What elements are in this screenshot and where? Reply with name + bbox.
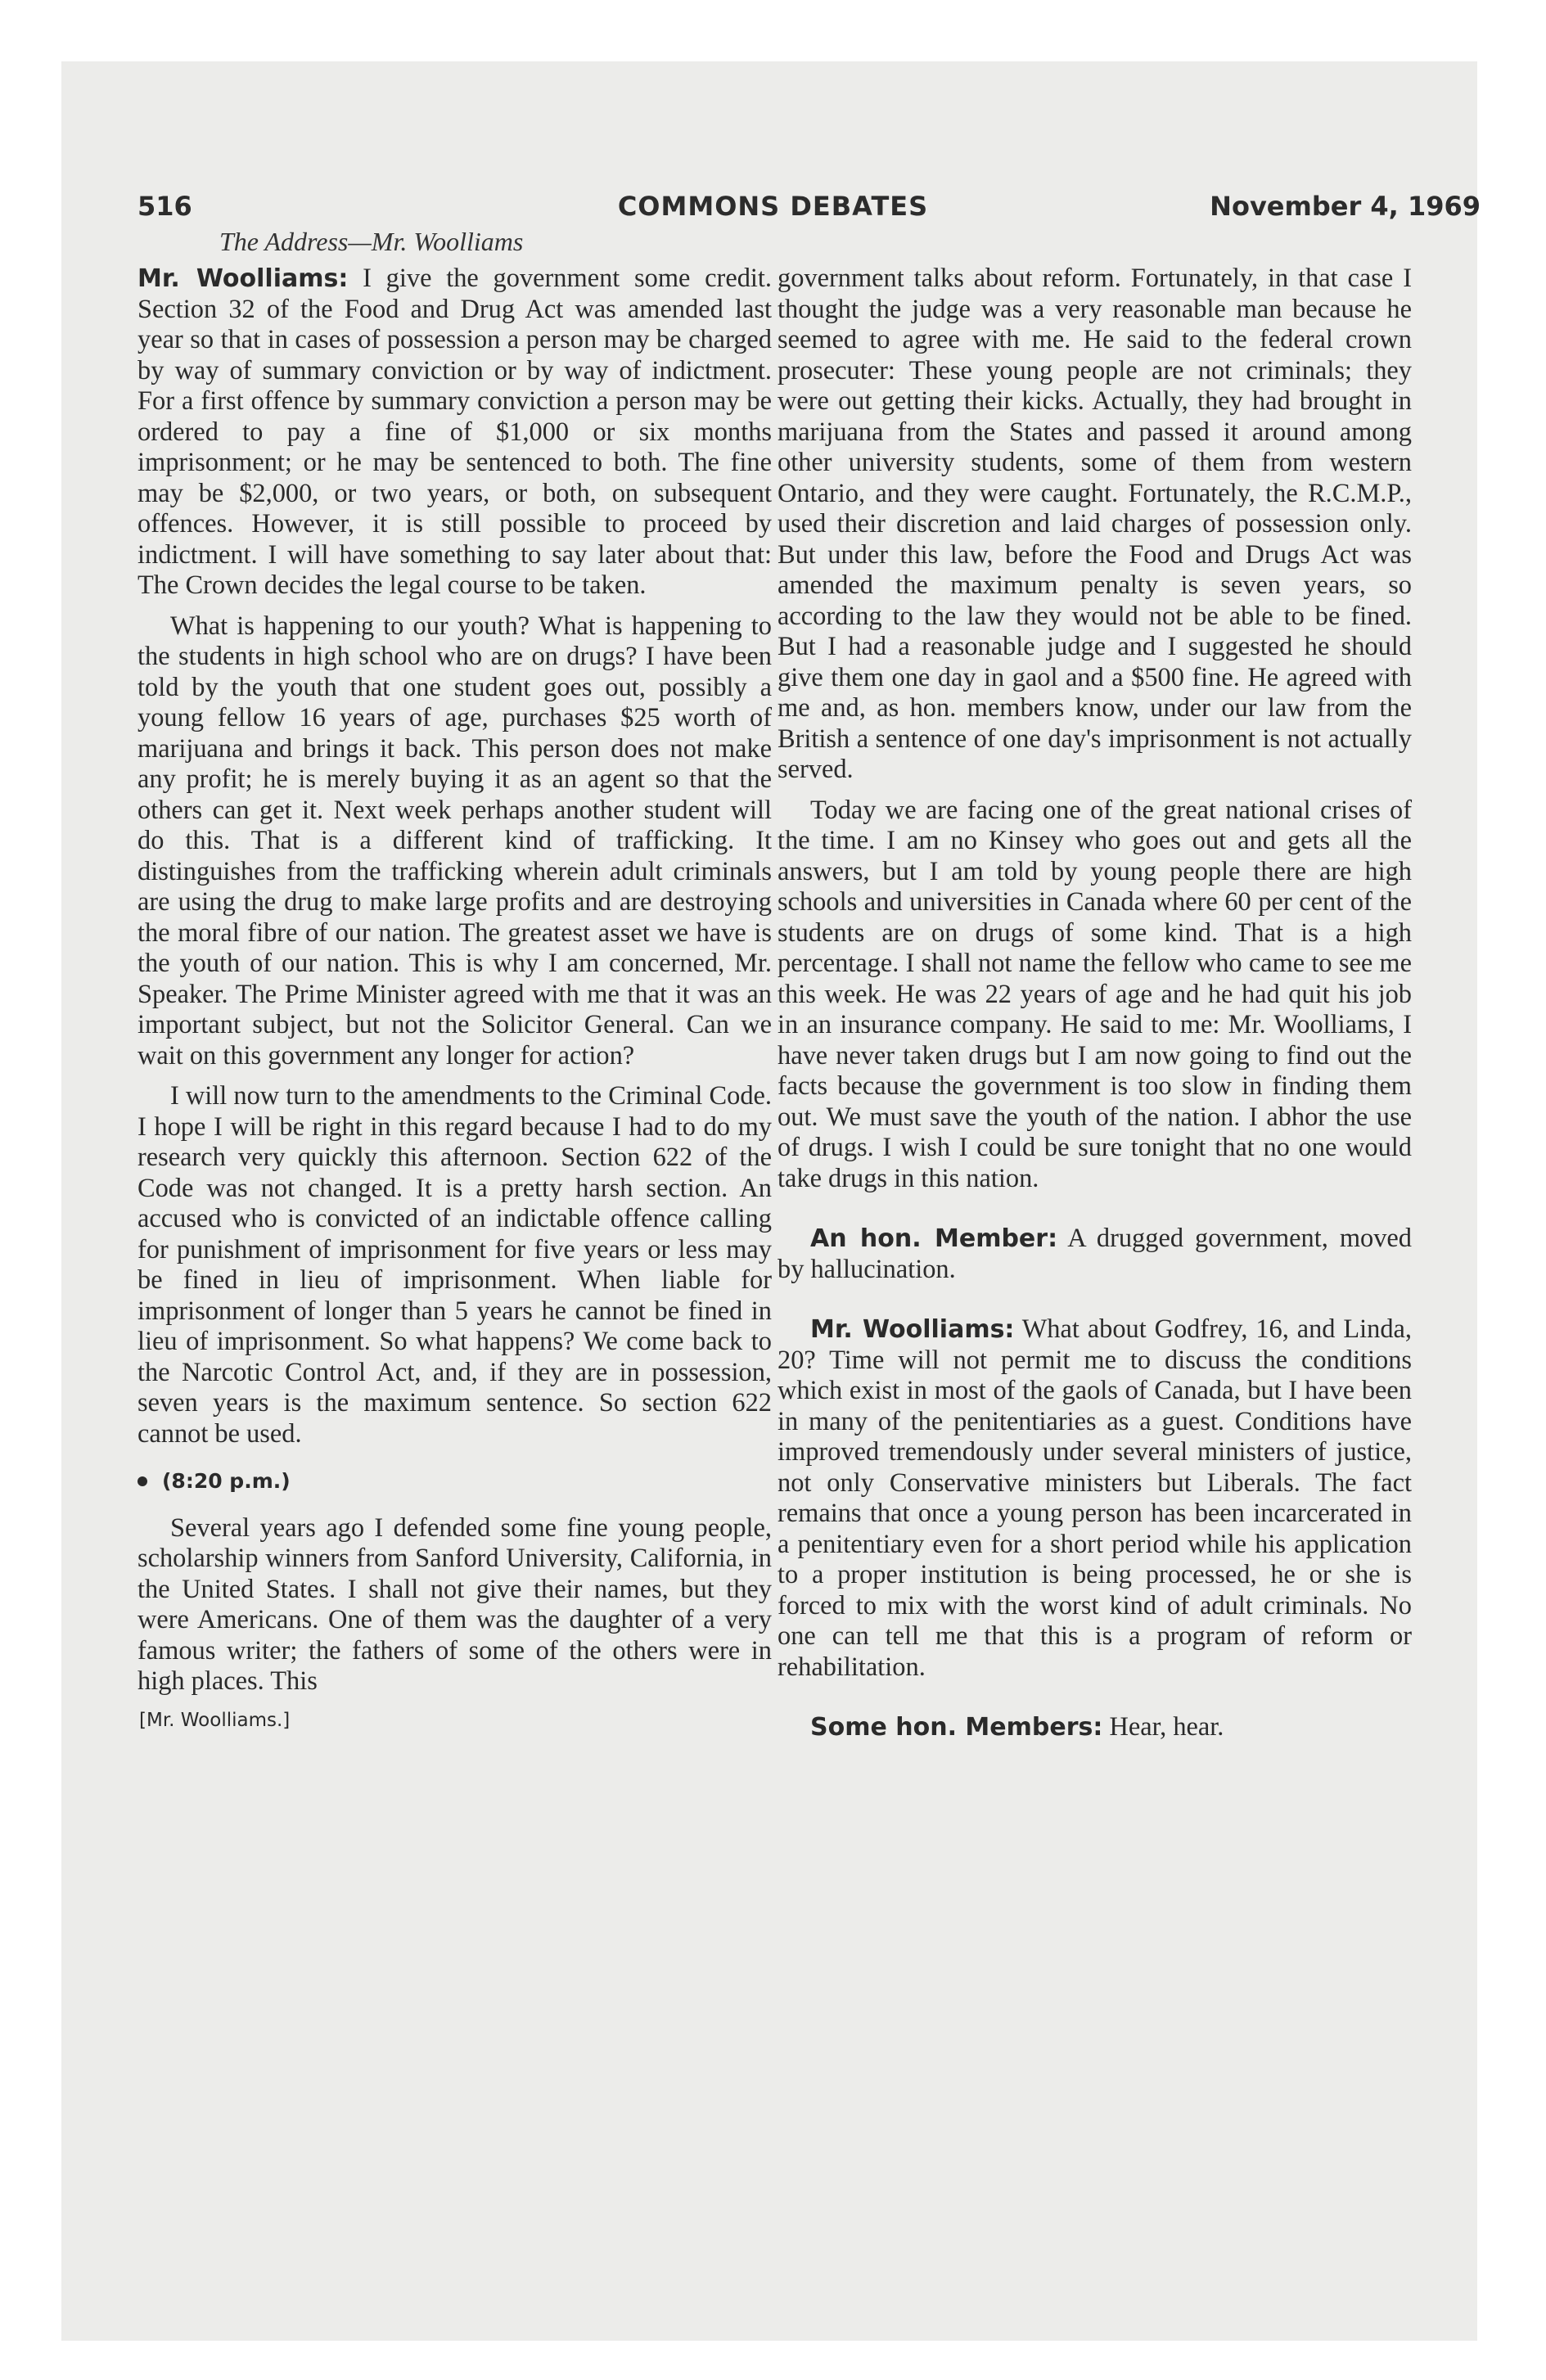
paragraph: I will now turn to the amendments to the Criminal Code. I hope I will be right in this regard because I had to do my research very quickly this afternoon. Section 622 of the Code was not changed. It is a pretty harsh section. An accused who is convicted of an indictable offence calling for punishment of imprisonment for five years or less may be fined in lieu of imprisonment. When liable for imprisonment of longer than 5 years he cannot be fined in lieu of imprisonment. So what happens? We come back to the Narcotic Control Act, and, if they are in possession, seven years is the maximum sentence. So section 622 cannot be used. <box>137 1081 772 1449</box>
paragraph <box>778 1314 1412 1683</box>
time-marker-text: (8:20 p.m.) <box>162 1469 291 1493</box>
paragraph <box>778 1712 1412 1743</box>
paragraph-text: Hear, hear. <box>1109 1712 1224 1742</box>
paragraph-text: A drugged government, moved by hallucination. <box>778 1224 1412 1284</box>
paragraph: Several years ago I defended some fine young people, scholarship winners from Sanford University, California, in the United States. I shall not give their names, but they were Americans. One of them was the daughter of a very famous writer; the fathers of some of the others were in high places. This <box>137 1512 772 1696</box>
paragraph-text: I give the government some credit. Section 32 of the Food and Drug Act was amended last year so that in cases of possession a person may be charged by way of summary conviction or by way of indictment. For a first offence by summary conviction a person may be ordered to pay a fine of $1,000 or six months imprisonment; or he may be sentenced to both. The fine may be $2,000, or two years, or both, on subsequent offences. However, it is still possible to proceed by indictment. I will have something to say later about that: The Crown decides the legal course to be taken. <box>137 264 772 600</box>
speaker-label: Some hon. Members: <box>810 1713 1103 1742</box>
running-subheader: The Address—Mr. Woolliams <box>219 227 524 256</box>
speaker-label: Mr. Woolliams: <box>137 264 349 293</box>
publication-title: COMMONS DEBATES <box>617 191 929 222</box>
time-marker <box>137 1466 772 1497</box>
footer-note: [Mr. Woolliams.] <box>139 1709 291 1731</box>
publication-date: November 4, 1969 <box>1210 191 1481 222</box>
right-column <box>778 264 1412 1743</box>
speaker-label: Mr. Woolliams: <box>810 1315 1015 1344</box>
paragraph: Today we are facing one of the great national crises of the time. I am no Kinsey who goes out and gets all the answers, but I am told by young people there are high schools and universities in Canada where 60 per cent of the students are on drugs of some kind. That is a high percentage. I shall not name the fellow who came to see me this week. He was 22 years of age and he had quit his job in an insurance company. He said to me: Mr. Woolliams, I have never taken drugs but I am now going to find out the facts because the government is too slow in finding them out. We must save the youth of the nation. I abhor the use of drugs. I wish I could be sure tonight that no one would take drugs in this nation. <box>778 795 1412 1193</box>
bullet-icon <box>137 1476 147 1486</box>
paragraph: government talks about reform. Fortunately, in that case I thought the judge was a very reasonable man because he seemed to agree with me. He said to the federal crown prosecuter: These young people are not criminals; they were out getting their kicks. Actually, they had brought in marijuana from the States and passed it around among other university students, some of them from western Ontario, and they were caught. Fortunately, the R.C.M.P., used their discretion and laid charges of possession only. But under this law, before the Food and Drugs Act was amended the maximum penalty is seven years, so according to the law they would not be able to be fined. But I had a reasonable judge and I suggested he should give them one day in gaol and a $500 fine. He agreed with me and, as hon. members know, under our law from the British a sentence of one day's imprisonment is not actually served. <box>778 264 1412 784</box>
left-column <box>137 264 772 1736</box>
paragraph: What is happening to our youth? What is happening to the students in high school who are on drugs? I have been told by the youth that one student goes out, possibly a young fellow 16 years of age, purchases $25 worth of marijuana and brings it back. This person does not make any profit; he is merely buying it as an agent so that the others can get it. Next week perhaps another student will do this. That is a different kind of trafficking. It distinguishes from the trafficking wherein adult criminals are using the drug to make large profits and are destroying the moral fibre of our nation. The greatest asset we have is the youth of our nation. This is why I am concerned, Mr. Speaker. The Prime Minister agreed with me that it was an important subject, but not the Solicitor General. Can we wait on this government any longer for action? <box>137 611 772 1071</box>
page-header <box>0 191 1546 232</box>
speaker-label: An hon. Member: <box>810 1224 1058 1253</box>
page-number: 516 <box>137 191 192 222</box>
paragraph-text: What about Godfrey, 16, and Linda, 20? Time will not permit me to discuss the conditions which exist in most of the gaols of Canada, but I have been in many of the penitentiaries as a guest. Conditions have improved tremendously under several ministers of justice, not only Conservative ministers but Liberals. The fact remains that once a young person has been incarcerated in a penitentiary even for a short period while his application to a proper institution is being processed, he or she is forced to mix with the worst kind of adult criminals. No one can tell me that this is a program of reform or rehabilitation. <box>778 1314 1413 1682</box>
paragraph <box>778 1224 1412 1285</box>
paragraph <box>137 264 772 602</box>
